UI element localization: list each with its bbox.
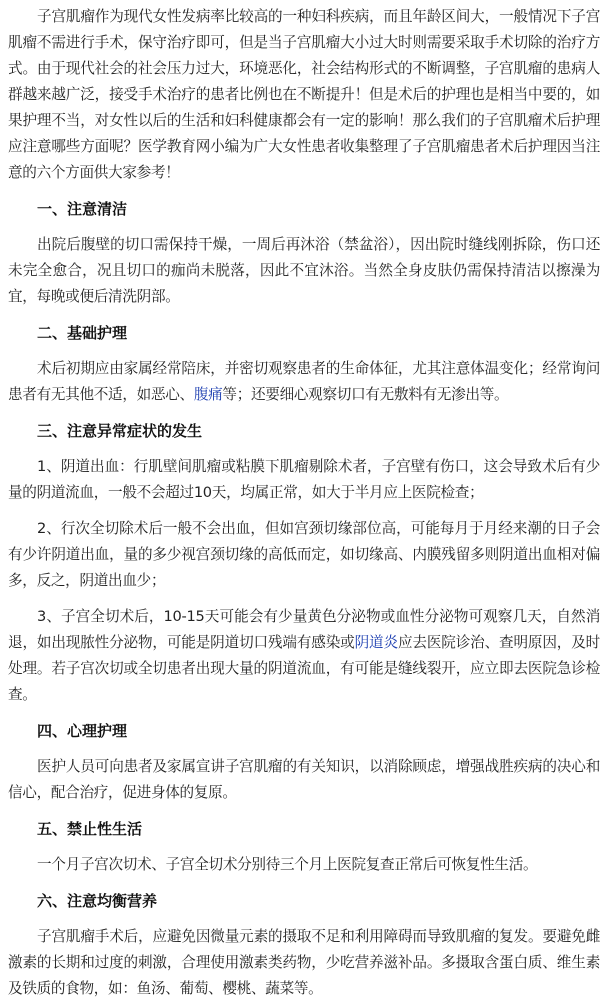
basic-care-text-before: 术后初期应由家属经常陪床，并密切观察患者的生命体征，尤其注意体温变化；经常询问患者有无其他不适，如恶心、: [8, 360, 600, 403]
section-body-no-sex: 一个月子宫次切术、子宫全切术分别待三个月上医院复查正常后可恢复性生活。: [37, 856, 538, 873]
symptom-item-3-after: 应去医院诊治、查明原因，及时处理。若子宫次切或全切患者出现大量的阴道流血，有可能是缝线裂开，应立即去医院急诊检查。: [8, 634, 600, 703]
section-body-cleanliness: 出院后腹壁的切口需保持干燥，一周后再沐浴（禁盆浴），因出院时缝线刚拆除，伤口还未完全愈合，况且切口的痂尚未脱落，因此不宜沐浴。当然全身皮肤仍需保持清洁以擦澡为宜，每晚或便后清洗阴部。: [8, 236, 600, 305]
basic-care-text-after: 等；还要细心观察切口有无敷料有无渗出等。: [222, 386, 509, 403]
section-body-psychological-care: 医护人员可向患者及家属宣讲子宫肌瘤的有关知识，以消除顾虑，增强战胜疾病的决心和信心，配合治疗，促进身体的复原。: [8, 758, 600, 801]
symptom-item-2: 2、行次全切除术后一般不会出血，但如宫颈切缘部位高，可能每月于月经来潮的日子会有少许阴道出血，量的多少视宫颈切缘的高低而定，如切缘高、内膜残留多则阴道出血相对偏多，反之，阴道出血少；: [8, 520, 600, 589]
section-heading-no-sex: 五、禁止性生活: [37, 820, 143, 838]
symptom-item-3-before: 3、子宫全切术后，10-15天可能会有少量黄色分泌物或血性分泌物可观察几天，自然消退，如出现脓性分泌物，可能是阴道切口残端有感染或: [8, 608, 600, 651]
section-heading-cleanliness: 一、注意清洁: [37, 200, 128, 218]
intro-paragraph: 子宫肌瘤作为现代女性发病率比较高的一种妇科疾病，而且年龄区间大，一般情况下子宫肌瘤不需进行手术，保守治疗即可，但是当子宫肌瘤大小过大时则需要采取手术切除的治疗方式。由于现代社会的社会压力过大，环境恶化，社会结构形式的不断调整，子宫肌瘤的患病人群越来越广泛，接受手术治疗的患者比例也在不断提升！但是术后的护理也是相当中要的，如果护理不当，对女性以后的生活和妇科健康都会有一定的影响！那么我们的子宫肌瘤术后护理应注意哪些方面呢？医学教育网小编为广大女性患者收集整理了子宫肌瘤患者术后护理因当注意的六个方面供大家参考！: [8, 8, 600, 181]
section-heading-basic-care: 二、基础护理: [37, 324, 128, 342]
section-body-basic-care: [8, 356, 600, 408]
section-body-nutrition: 子宫肌瘤手术后，应避免因微量元素的摄取不足和利用障碍而导致肌瘤的复发。要避免雌激素的长期和过度的刺激，合理使用激素类药物，少吃营养滋补品。多摄取含蛋白质、维生素及铁质的食物，如：鱼汤、葡萄、樱桃、蔬菜等。: [8, 928, 600, 997]
abdominal-pain-link[interactable]: 腹痛: [193, 386, 223, 403]
section-heading-psychological-care: 四、心理护理: [37, 722, 128, 740]
vaginitis-link[interactable]: 阴道炎: [354, 634, 398, 651]
section-heading-abnormal-symptoms: 三、注意异常症状的发生: [37, 422, 203, 440]
symptom-item-3: [8, 604, 600, 708]
section-heading-nutrition: 六、注意均衡营养: [37, 892, 158, 910]
symptom-item-1: 1、阴道出血：行肌壁间肌瘤或粘膜下肌瘤剔除术者，子宫壁有伤口，这会导致术后有少量的阴道流血，一般不会超过10天，均属正常，如大于半月应上医院检查；: [8, 458, 600, 501]
